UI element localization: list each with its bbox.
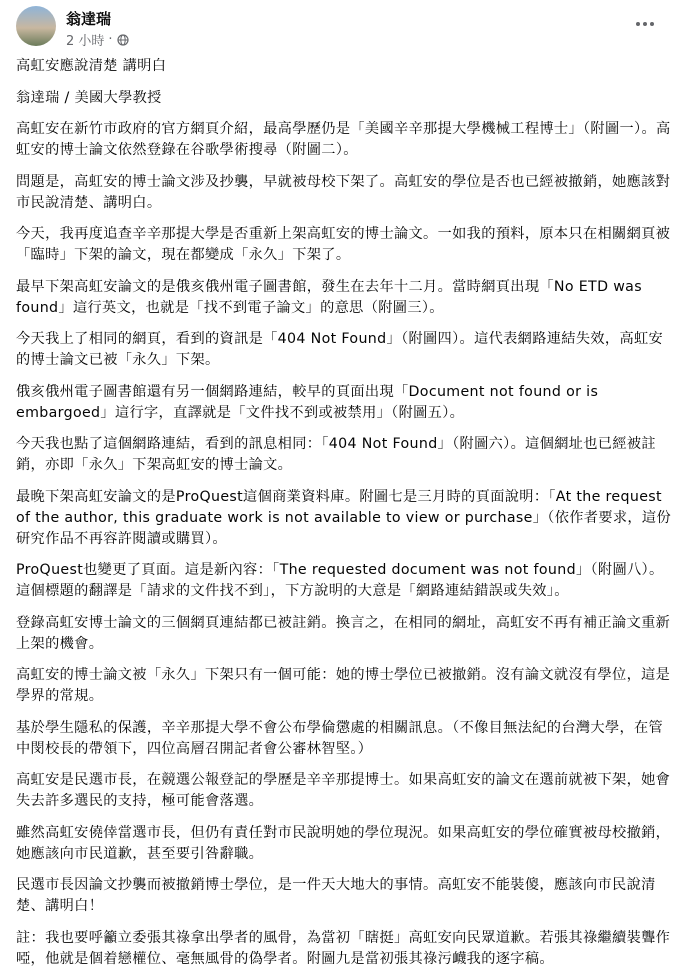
author-name[interactable]: 翁達瑞 bbox=[66, 10, 112, 28]
byline: 翁達瑞 / 美國大學教授 bbox=[16, 89, 162, 106]
paragraph: 最早下架高虹安論文的是俄亥俄州電子圖書館，發生在去年十二月。當時網頁出現「No ETD was found」這行英文，也就是「找不到電子論文」的意思（附圖三）。 bbox=[16, 278, 642, 316]
paragraph: 基於學生隱私的保護，辛辛那提大學不會公布學倫懲處的相關訊息。（不像目無法紀的台灣大學，在管中閔校長的帶領下，四位高層召開記者會公審林智堅。） bbox=[16, 719, 664, 757]
more-options-icon[interactable] bbox=[627, 10, 663, 38]
globe-icon[interactable] bbox=[117, 34, 129, 46]
paragraph: 問題是，高虹安的博士論文涉及抄襲，早就被母校下架了。高虹安的學位是否也已經被撤銷，她應該對市民說清楚、講明白。 bbox=[16, 173, 671, 211]
post-title: 高虹安應說清楚 講明白 bbox=[16, 58, 167, 74]
paragraph: 雖然高虹安僥倖當選市長，但仍有責任對市民說明她的學位現況。如果高虹安的學位確實被母校撤銷，她應該向市民道歉，甚至要引咎辭職。 bbox=[16, 824, 671, 862]
paragraph: 高虹安在新竹市政府的官方網頁介紹，最高學歷仍是「美國辛辛那提大學機械工程博士」（附圖一）。高虹安的博士論文依然登錄在谷歌學術搜尋（附圖二）。 bbox=[16, 121, 671, 158]
paragraph: 高虹安是民選市長，在競選公報登記的學歷是辛辛那提博士。如果高虹安的論文在選前就被下架，她會失去許多選民的支持，極可能會落選。 bbox=[16, 772, 671, 809]
post-header bbox=[0, 0, 683, 52]
paragraph: 民選市長因論文抄襲而被撤銷博士學位，是一件天大地大的事情。高虹安不能裝傻，應該向市民說清楚、講明白！ bbox=[16, 877, 656, 914]
paragraph: 今天我也點了這個網路連結，看到的訊息相同：「404 Not Found」（附圖六）。這個網址也已經被註銷，亦即「永久」下架高虹安的博士論文。 bbox=[16, 436, 656, 473]
post-meta bbox=[66, 30, 129, 49]
paragraph: 今天，我再度追查辛辛那提大學是否重新上架高虹安的博士論文。一如我的預料，原本只在相關網頁被「臨時」下架的論文，現在都變成「永久」下架了。 bbox=[16, 226, 671, 263]
paragraph: 今天我上了相同的網頁，看到的資訊是「404 Not Found」（附圖四）。這代表網路連結失效，高虹安的博士論文已被「永久」下架。 bbox=[16, 331, 664, 368]
post-body bbox=[16, 56, 672, 980]
timestamp[interactable]: 2 小時 bbox=[66, 34, 105, 49]
avatar[interactable] bbox=[16, 6, 56, 46]
paragraph: 登錄高虹安博士論文的三個網頁連結都已被註銷。換言之，在相同的網址，高虹安不再有補正論文重新上架的機會。 bbox=[16, 614, 671, 652]
paragraph: ProQuest也變更了頁面。這是新內容：「The requested document was not found」（附圖八）。這個標題的翻譯是「請求的文件找不到」，下方說明的大意是「網路連結錯誤或失效」。 bbox=[16, 562, 664, 599]
footnote: 註：我也要呼籲立委張其祿拿出學者的風骨，為當初「瞎挺」高虹安向民眾道歉。若張其祿繼續裝聾作啞，他就是個着戀權位、毫無風骨的偽學者。附圖九是當初張其祿污衊我的逐字稿。 bbox=[16, 929, 671, 967]
paragraph: 高虹安的博士論文被「永久」下架只有一個可能：她的博士學位已被撤銷。沒有論文就沒有學位，這是學界的常規。 bbox=[16, 667, 671, 704]
meta-separator: · bbox=[108, 32, 113, 47]
paragraph: 俄亥俄州電子圖書館還有另一個網路連結，較早的頁面出現「Document not found or is embargoed」這行字，直譯就是「文件找不到或被禁用」（附圖五）。 bbox=[16, 383, 599, 421]
paragraph: 最晚下架高虹安論文的是ProQuest這個商業資料庫。附圖七是三月時的頁面說明：「At the request of the author, this graduate work is not available to view or purchase」（依作者要求，這份研究作品不再容許閱讀或購買）。 bbox=[16, 488, 672, 547]
